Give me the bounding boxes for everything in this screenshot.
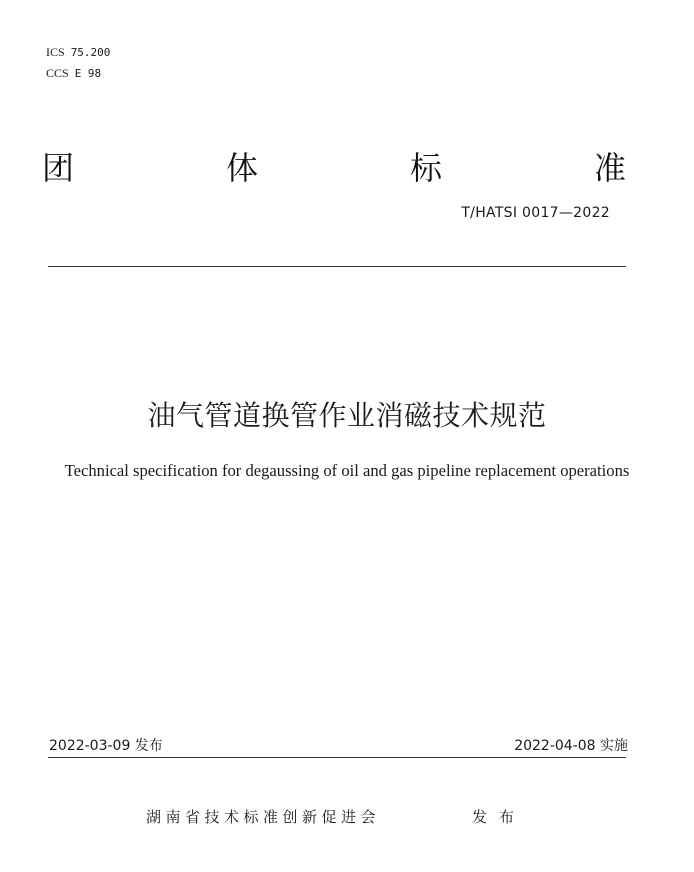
ics-classification [46,45,110,60]
chinese-title: 油气管道换管作业消磁技术规范 [147,399,547,432]
publisher-name: 湖南省技术标准创新促进会 [146,808,381,826]
implementation-date: 2022-04-08 实施 [514,738,628,754]
document-type-heading [42,146,626,190]
heading-char-1: 团 [42,149,75,187]
publish-label: 发布 [472,808,527,826]
top-divider [48,266,626,267]
ccs-label: CCS [46,66,69,80]
ccs-code: E 98 [74,67,102,80]
english-title: Technical specification for degaussing of oil and gas pipeline replacement operations [64,461,630,480]
heading-char-4: 准 [593,149,626,187]
bottom-divider [48,757,626,758]
ccs-classification [46,66,101,81]
ics-code: 75.200 [70,46,111,59]
heading-char-3: 标 [409,149,442,187]
issue-date: 2022-03-09 发布 [49,738,163,754]
standard-number: T/HATSI 0017—2022 [461,205,610,221]
ics-label: ICS [46,45,65,59]
heading-char-2: 体 [225,149,258,187]
